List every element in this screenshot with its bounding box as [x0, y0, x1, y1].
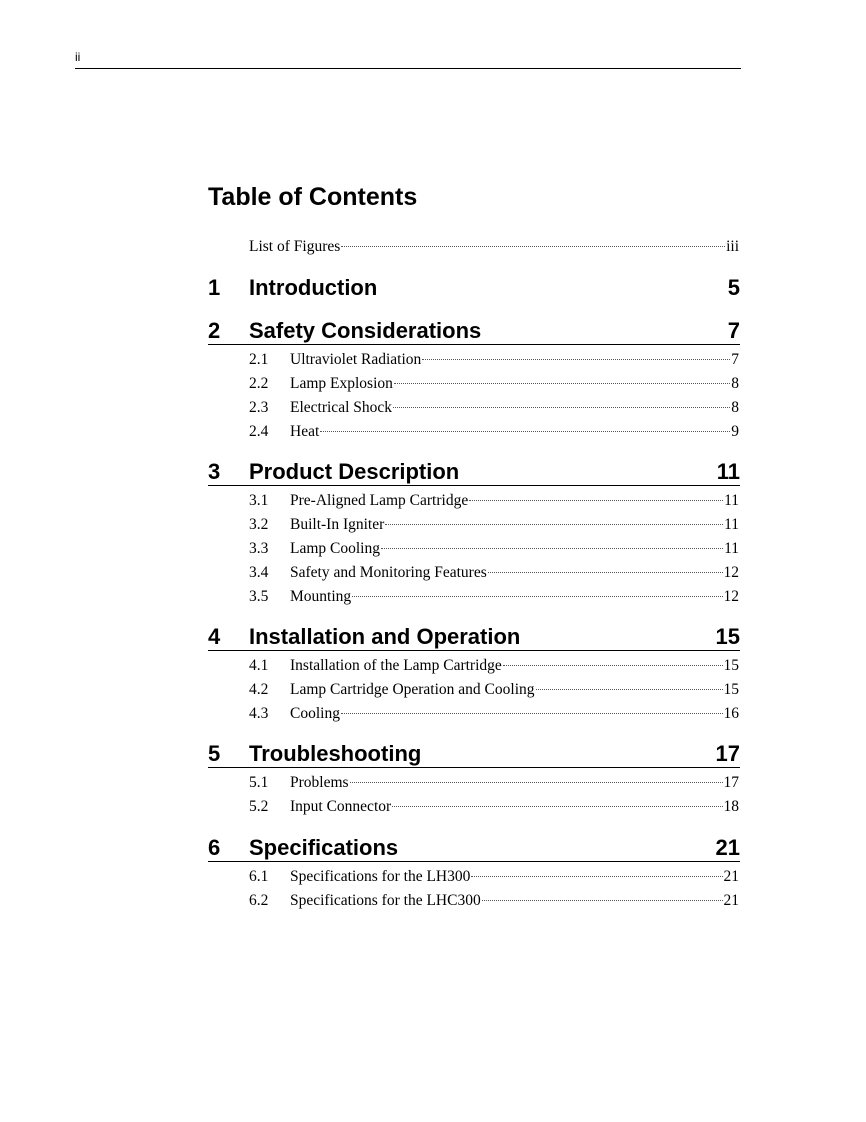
section-title: Pre-Aligned Lamp Cartridge — [290, 492, 469, 509]
toc-section-2-4[interactable] — [249, 422, 739, 442]
chapter-page: 11 — [716, 459, 740, 484]
toc-entry-page: iii — [726, 238, 739, 255]
toc-chapter-6[interactable] — [208, 834, 740, 862]
dot-leader — [352, 596, 722, 597]
section-page: 21 — [723, 892, 739, 909]
section-page: 8 — [731, 375, 739, 392]
toc-chapter-3[interactable] — [208, 458, 740, 486]
section-number: 4.2 — [249, 681, 269, 698]
section-title: Problems — [290, 774, 349, 791]
section-title: Input Connector — [290, 798, 392, 815]
section-title: Electrical Shock — [290, 399, 392, 416]
chapter-title: Specifications — [249, 835, 399, 860]
section-number: 6.1 — [249, 868, 269, 885]
toc-section-3-1[interactable] — [249, 491, 739, 511]
chapter-rule — [208, 650, 740, 651]
chapter-number: 4 — [208, 624, 221, 649]
toc-title: Table of Contents — [208, 183, 418, 211]
toc-entry-list-of-figures[interactable] — [249, 237, 739, 257]
section-page: 21 — [723, 868, 739, 885]
toc-section-4-2[interactable] — [249, 680, 739, 700]
dot-leader — [385, 524, 723, 525]
dot-leader — [471, 876, 722, 877]
section-number: 2.4 — [249, 423, 269, 440]
dot-leader — [381, 548, 723, 549]
section-number: 3.4 — [249, 564, 269, 581]
toc-section-2-3[interactable] — [249, 398, 739, 418]
section-title: Specifications for the LH300 — [290, 868, 471, 885]
section-title: Specifications for the LHC300 — [290, 892, 481, 909]
header-rule — [75, 68, 741, 69]
section-number: 6.2 — [249, 892, 269, 909]
chapter-number: 3 — [208, 459, 221, 484]
dot-leader — [469, 500, 723, 501]
chapter-title: Safety Considerations — [249, 318, 482, 343]
toc-section-4-1[interactable] — [249, 656, 739, 676]
section-title: Built-In Igniter — [290, 516, 385, 533]
toc-entry-label: List of Figures — [249, 238, 341, 255]
toc-section-3-3[interactable] — [249, 539, 739, 559]
toc-section-3-2[interactable] — [249, 515, 739, 535]
chapter-title: Product Description — [249, 459, 460, 484]
chapter-page: 7 — [727, 318, 740, 343]
toc-section-4-3[interactable] — [249, 704, 739, 724]
section-title: Lamp Cooling — [290, 540, 380, 557]
chapter-title: Troubleshooting — [249, 741, 422, 766]
chapter-title: Introduction — [249, 275, 378, 300]
dot-leader — [350, 782, 723, 783]
section-page: 11 — [724, 540, 739, 557]
section-number: 4.3 — [249, 705, 269, 722]
chapter-rule — [208, 767, 740, 768]
section-page: 11 — [724, 492, 739, 509]
dot-leader — [320, 431, 730, 432]
section-page: 12 — [723, 588, 739, 605]
section-title: Ultraviolet Radiation — [290, 351, 422, 368]
section-page: 8 — [731, 399, 739, 416]
dot-leader — [393, 407, 730, 408]
chapter-rule — [208, 861, 740, 862]
section-number: 2.1 — [249, 351, 269, 368]
toc-section-6-2[interactable] — [249, 891, 739, 911]
section-number: 2.3 — [249, 399, 269, 416]
dot-leader — [536, 689, 723, 690]
section-title: Mounting — [290, 588, 352, 605]
section-number: 3.2 — [249, 516, 269, 533]
chapter-page: 21 — [715, 835, 740, 860]
section-page: 15 — [723, 681, 739, 698]
chapter-page: 17 — [715, 741, 740, 766]
section-number: 2.2 — [249, 375, 269, 392]
toc-chapter-5[interactable] — [208, 740, 740, 768]
toc-section-2-1[interactable] — [249, 350, 739, 370]
toc-chapter-1[interactable] — [208, 274, 740, 302]
section-page: 18 — [723, 798, 739, 815]
chapter-page: 5 — [727, 275, 740, 300]
chapter-number: 6 — [208, 835, 221, 860]
toc-section-5-2[interactable] — [249, 797, 739, 817]
page-number: ii — [75, 50, 81, 64]
dot-leader — [341, 713, 723, 714]
chapter-rule — [208, 485, 740, 486]
toc-section-5-1[interactable] — [249, 773, 739, 793]
dot-leader — [341, 246, 725, 247]
section-page: 11 — [724, 516, 739, 533]
section-page: 15 — [723, 657, 739, 674]
section-page: 12 — [723, 564, 739, 581]
toc-section-3-5[interactable] — [249, 587, 739, 607]
toc-chapter-2[interactable] — [208, 317, 740, 345]
section-number: 4.1 — [249, 657, 269, 674]
section-title: Heat — [290, 423, 320, 440]
section-title: Lamp Explosion — [290, 375, 393, 392]
toc-section-3-4[interactable] — [249, 563, 739, 583]
section-number: 5.2 — [249, 798, 269, 815]
section-number: 3.3 — [249, 540, 269, 557]
dot-leader — [394, 383, 730, 384]
chapter-rule — [208, 344, 740, 345]
section-title: Cooling — [290, 705, 340, 722]
section-page: 7 — [731, 351, 739, 368]
section-number: 5.1 — [249, 774, 269, 791]
section-number: 3.1 — [249, 492, 269, 509]
dot-leader — [488, 572, 723, 573]
dot-leader — [503, 665, 723, 666]
chapter-number: 2 — [208, 318, 221, 343]
section-title: Safety and Monitoring Features — [290, 564, 487, 581]
chapter-title: Installation and Operation — [249, 624, 521, 649]
dot-leader — [422, 359, 730, 360]
toc-chapter-4[interactable] — [208, 623, 740, 651]
section-page: 16 — [723, 705, 739, 722]
section-page: 17 — [723, 774, 739, 791]
chapter-number: 5 — [208, 741, 221, 766]
chapter-page: 15 — [715, 624, 740, 649]
section-title: Lamp Cartridge Operation and Cooling — [290, 681, 535, 698]
section-title: Installation of the Lamp Cartridge — [290, 657, 502, 674]
chapter-number: 1 — [208, 275, 221, 300]
toc-section-2-2[interactable] — [249, 374, 739, 394]
toc-section-6-1[interactable] — [249, 867, 739, 887]
dot-leader — [482, 900, 723, 901]
section-number: 3.5 — [249, 588, 269, 605]
section-page: 9 — [731, 423, 739, 440]
dot-leader — [392, 806, 722, 807]
